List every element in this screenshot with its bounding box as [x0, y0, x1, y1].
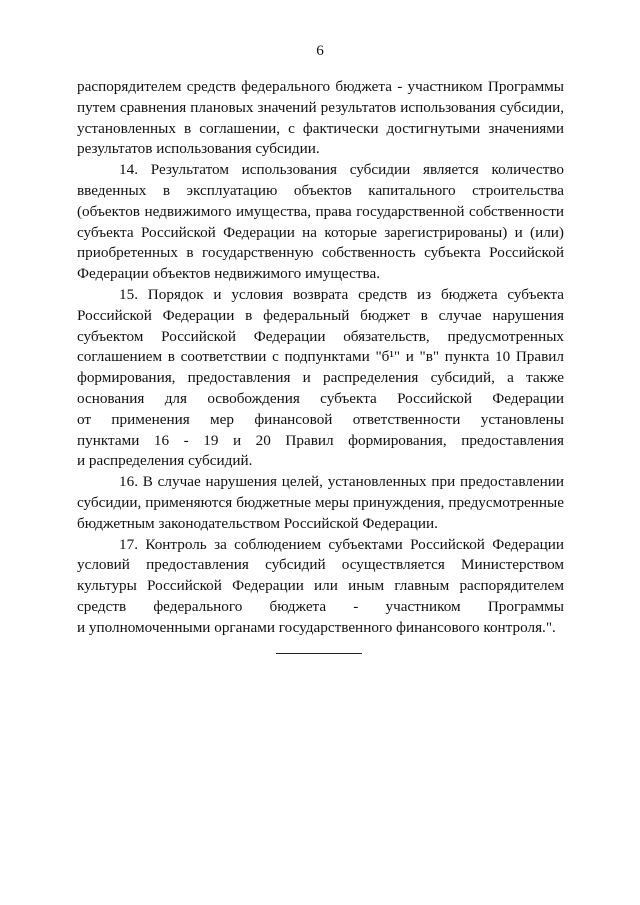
paragraph-4-line-2: субсидии, применяются бюджетные меры принуждения, предусмотренные [77, 493, 564, 511]
paragraph-4-line-1: 16. В случае нарушения целей, установленных при предоставлении [119, 473, 564, 491]
paragraph-2-line-1: 14. Результатом использования субсидии является количество [119, 161, 564, 179]
paragraph-2-line-4: субъекта Российской Федерации на которые зарегистрированы) и (или) [77, 223, 564, 241]
paragraph-4-line-3: бюджетным законодательством Российской Федерации. [77, 514, 438, 532]
paragraph-5-line-1: 17. Контроль за соблюдением субъектами Российской Федерации [119, 535, 564, 553]
paragraph-1-line-1: распорядителем средств федерального бюджета - участником Программы [77, 78, 564, 95]
paragraph-1-line-2: путем сравнения плановых значений результатов использования субсидии, [77, 98, 564, 116]
paragraph-2-line-3: (объектов недвижимого имущества, права государственной собственности [77, 202, 564, 220]
paragraph-3-line-3: субъектом Российской Федерации обязательств, предусмотренных [77, 327, 564, 345]
paragraph-5-line-5: и уполномоченными органами государственного финансового контроля.". [77, 618, 556, 636]
paragraph-5-line-2: условий предоставления субсидий осуществляется Министерством [77, 556, 564, 574]
document-body [77, 77, 564, 639]
paragraph-2-line-2: введенных в эксплуатацию объектов капитального строительства [77, 181, 564, 199]
end-divider-line [276, 653, 362, 654]
paragraph-5-line-4: средств федерального бюджета - участником Программы [77, 597, 564, 615]
paragraph-1-line-3: установленных в соглашении, с фактически достигнутыми значениями [77, 119, 564, 137]
paragraph-5-line-3: культуры Российской Федерации или иным главным распорядителем [77, 577, 564, 595]
paragraph-1-line-4: результатов использования субсидии. [77, 140, 320, 158]
paragraph-2-line-6: Федерации объектов недвижимого имущества. [77, 265, 381, 283]
paragraph-3-line-5: формирования, предоставления и распределения субсидий, а также [77, 369, 564, 387]
page-number: 6 [316, 42, 324, 59]
paragraph-3-line-2: Российской Федерации в федеральный бюджет в случае нарушения [77, 306, 564, 324]
paragraph-3-line-1: 15. Порядок и условия возврата средств из бюджета субъекта [119, 285, 564, 303]
paragraph-3-line-8: пунктами 16 - 19 и 20 Правил формирования, предоставления [77, 431, 564, 449]
paragraph-3-line-4: соглашением в соответствии с подпунктами "б¹" и "в" пункта 10 Правил [77, 348, 564, 366]
paragraph-2-line-5: приобретенных в государственную собственность субъекта Российской [77, 244, 564, 262]
paragraph-3-line-9: и распределения субсидий. [77, 452, 253, 470]
paragraph-3-line-6: основания для освобождения субъекта Российской Федерации [77, 389, 564, 407]
paragraph-3-line-7: от применения мер финансовой ответственности установлены [77, 410, 564, 428]
